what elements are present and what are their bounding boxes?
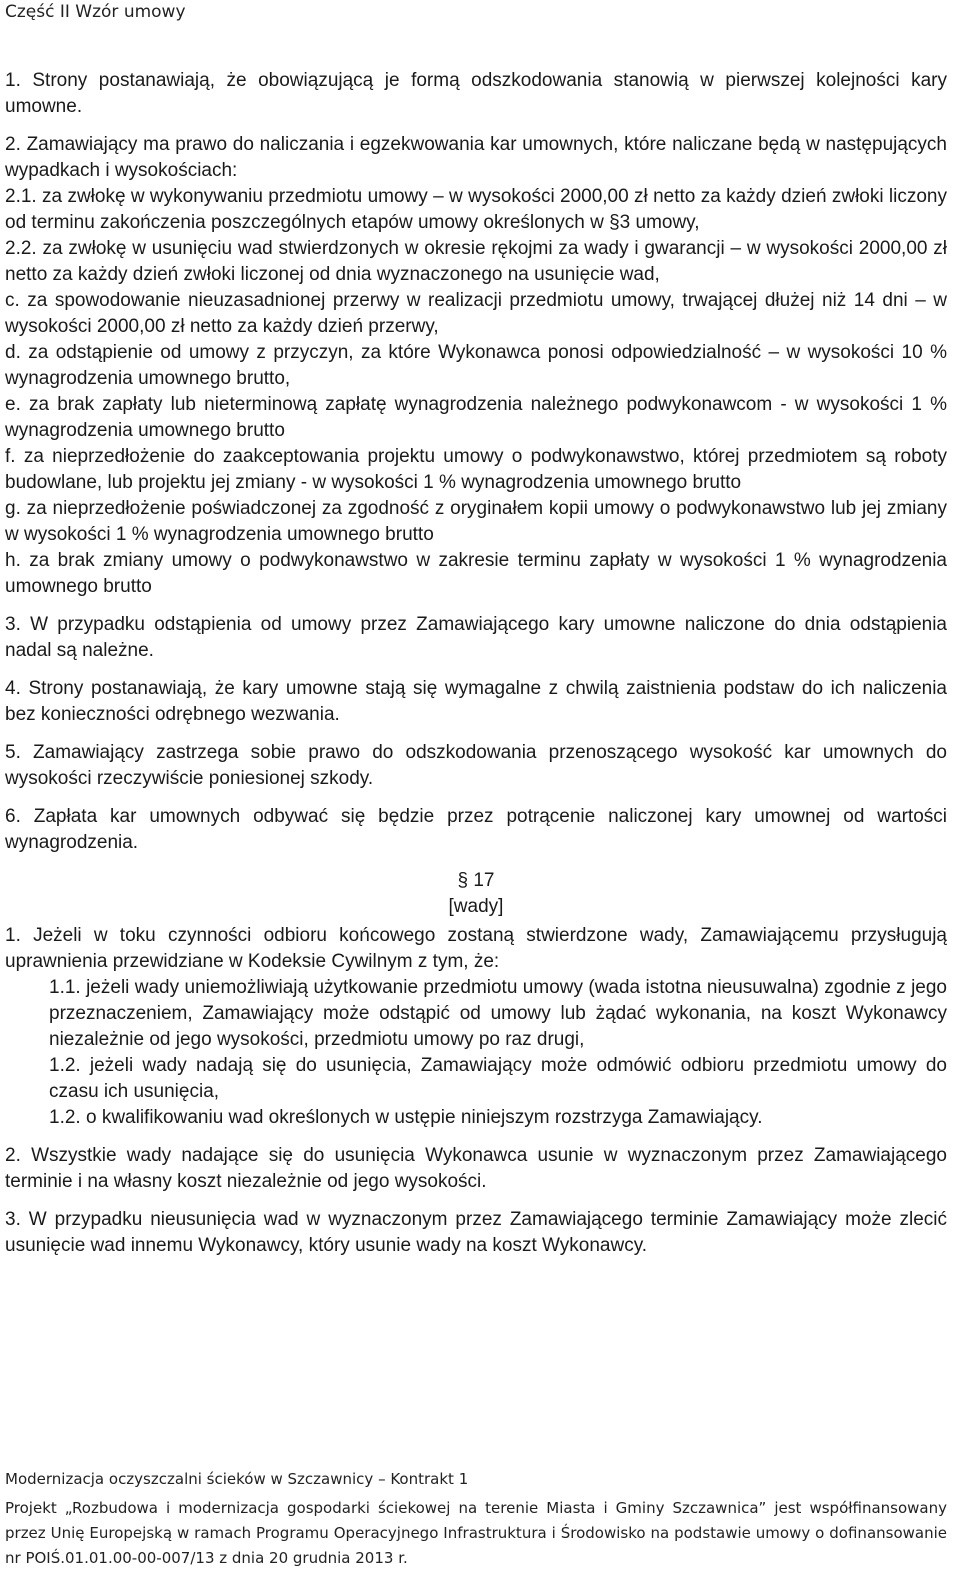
clause-3: 3. W przypadku odstąpienia od umowy przez Zamawiającego kary umowne naliczone do dnia odstąpienia nadal są należne. bbox=[5, 614, 947, 661]
clause-2-1: 2.1. za zwłokę w wykonywaniu przedmiotu umowy – w wysokości 2000,00 zł netto za każdy dzień zwłoki liczony od terminu zakończenia poszczególnych etapów umowy określonych w §3 umowy, bbox=[5, 186, 947, 233]
clause-2: 2. Zamawiający ma prawo do naliczania i egzekwowania kar umownych, które naliczane będą w następujących wypadkach i wysokościach: bbox=[5, 134, 947, 181]
page-footer bbox=[5, 1467, 947, 1571]
footer-title: Modernizacja oczyszczalni ścieków w Szczawnicy – Kontrakt 1 bbox=[5, 1470, 469, 1488]
section-17-clause-1-2b: 1.2. o kwalifikowaniu wad określonych w ustępie niniejszym rozstrzyga Zamawiający. bbox=[49, 1107, 763, 1128]
section-17-clause-1: 1. Jeżeli w toku czynności odbioru końcowego zostaną stwierdzone wady, Zamawiającemu przysługują uprawnienia przewidziane w Kodeksie Cywilnym z tym, że: bbox=[5, 925, 947, 972]
clause-e: e. za brak zapłaty lub nieterminową zapłatę wynagrodzenia należnego podwykonawcom - w wysokości 1 % wynagrodzenia umownego brutto bbox=[5, 394, 947, 441]
section-17-clause-3: 3. W przypadku nieusunięcia wad w wyznaczonym przez Zamawiającego terminie Zamawiający może zlecić usunięcie wad innemu Wykonawcy, który usunie wady na koszt Wykonawcy. bbox=[5, 1209, 947, 1256]
section-heading bbox=[5, 868, 947, 920]
clause-2-2: 2.2. za zwłokę w usunięciu wad stwierdzonych w okresie rękojmi za wady i gwarancji – w wysokości 2000,00 zł netto za każdy dzień zwłoki liczonej od dnia wyznaczonego na usunięcie wad, bbox=[5, 238, 947, 285]
section-17-clause-1-1: 1.1. jeżeli wady uniemożliwiają użytkowanie przedmiotu umowy (wada istotna nieusuwalna) zgodnie z jego przeznaczeniem, Zamawiający może odstąpić od umowy lub żądać wykonania, na koszt Wykonawcy niezależnie od jego wysokości, przedmiotu umowy po raz drugi, bbox=[49, 977, 947, 1050]
clause-1: 1. Strony postanawiają, że obowiązującą je formą odszkodowania stanowią w pierwszej kolejności kary umowne. bbox=[5, 70, 947, 117]
clause-g: g. za nieprzedłożenie poświadczonej za zgodność z oryginałem kopii umowy o podwykonawstwo lub jej zmiany w wysokości 1 % wynagrodzenia umownego brutto bbox=[5, 498, 947, 545]
page-header: Część II Wzór umowy bbox=[5, 2, 186, 22]
clause-f: f. za nieprzedłożenie do zaakceptowania projektu umowy o podwykonawstwo, której przedmiotem są roboty budowlane, lub projektu jej zmiany - w wysokości 1 % wynagrodzenia umownego brutto bbox=[5, 446, 947, 493]
clause-d: d. za odstąpienie od umowy z przyczyn, za które Wykonawca ponosi odpowiedzialność – w wysokości 10 % wynagrodzenia umownego brutto, bbox=[5, 342, 947, 389]
section-title: [wady] bbox=[448, 896, 504, 917]
document-body bbox=[5, 68, 947, 1259]
clause-c: c. za spowodowanie nieuzasadnionej przerwy w realizacji przedmiotu umowy, trwającej dłużej niż 14 dni – w wysokości 2000,00 zł netto za każdy dzień przerwy, bbox=[5, 290, 947, 337]
footer-text: Projekt „Rozbudowa i modernizacja gospodarki ściekowej na terenie Miasta i Gminy Szczawnica” jest współfinansowany przez Unię Europejską w ramach Programu Operacyjnego Infrastruktura i Środowisko na podstawie umowy o dofinansowanie nr POIŚ.01.01.00-00-007/13 z dnia 20 grudnia 2013 r. bbox=[5, 1499, 947, 1567]
clause-5: 5. Zamawiający zastrzega sobie prawo do odszkodowania przenoszącego wysokość kar umownych do wysokości rzeczywiście poniesionej szkody. bbox=[5, 742, 947, 789]
clause-6: 6. Zapłata kar umownych odbywać się będzie przez potrącenie naliczonej kary umownej od wartości wynagrodzenia. bbox=[5, 806, 947, 853]
section-number: § 17 bbox=[457, 870, 495, 891]
clause-4: 4. Strony postanawiają, że kary umowne stają się wymagalne z chwilą zaistnienia podstaw do ich naliczenia bez konieczności odrębnego wezwania. bbox=[5, 678, 947, 725]
section-17-clause-2: 2. Wszystkie wady nadające się do usunięcia Wykonawca usunie w wyznaczonym przez Zamawiającego terminie i na własny koszt niezależnie od jego wysokości. bbox=[5, 1145, 947, 1192]
section-17-clause-1-2a: 1.2. jeżeli wady nadają się do usunięcia, Zamawiający może odmówić odbioru przedmiotu umowy do czasu ich usunięcia, bbox=[49, 1055, 947, 1102]
clause-h: h. za brak zmiany umowy o podwykonawstwo w zakresie terminu zapłaty w wysokości 1 % wynagrodzenia umownego brutto bbox=[5, 550, 947, 597]
